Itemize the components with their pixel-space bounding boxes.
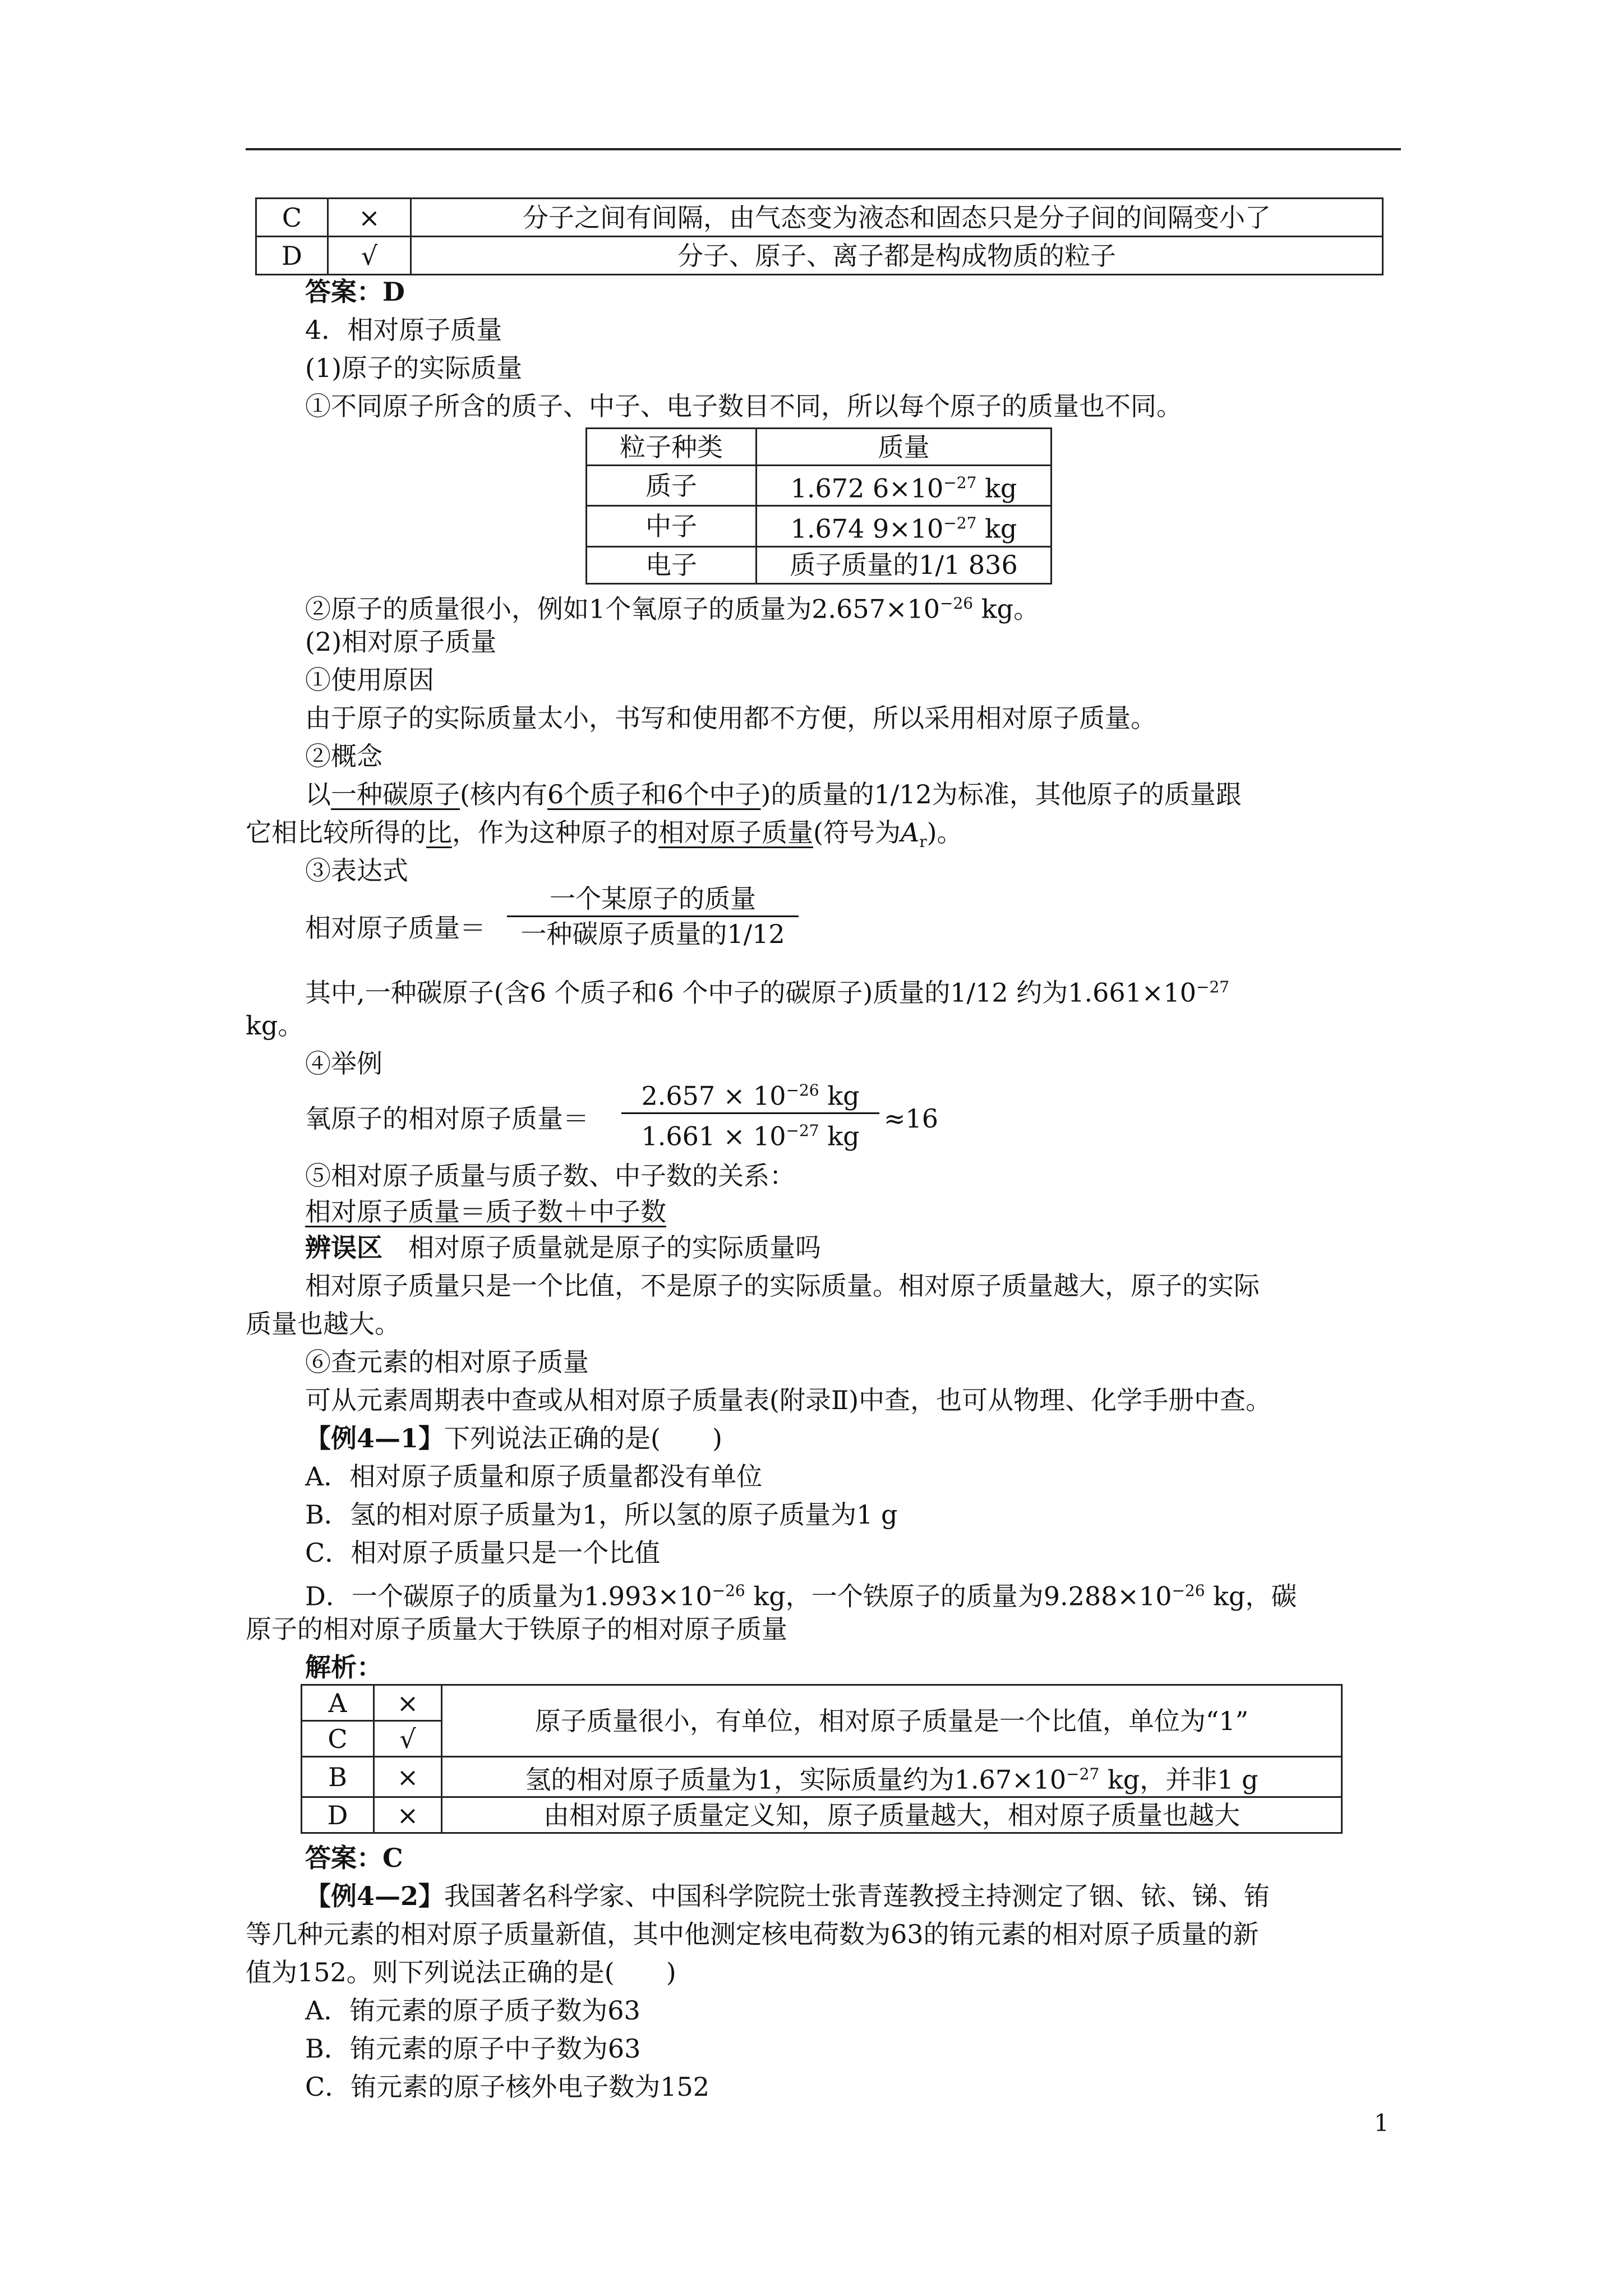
table-row	[302, 1797, 1342, 1833]
text: 2.657 × 10	[641, 1080, 786, 1111]
item-title: ⑤相对原子质量与质子数、中子数的关系：	[305, 1161, 795, 1191]
example-label: 【例4—1】	[305, 1423, 445, 1453]
column-header: 粒子种类	[587, 429, 757, 466]
mass-unit: kg	[976, 473, 1017, 504]
mark-cell: √	[374, 1721, 442, 1757]
example-question	[305, 1421, 722, 1455]
table-header-row	[587, 429, 1052, 466]
choice-item: B．氢的相对原子质量为1，所以氢的原子质量为1 g	[305, 1499, 898, 1530]
particle-name: 质子	[587, 466, 757, 506]
explanation-cell: 由相对原子质量定义知，原子质量越大，相对原子质量也越大	[442, 1797, 1342, 1833]
answer-line: 答案：C	[305, 1843, 403, 1873]
fraction-denominator: 一种碳原子质量的1/12	[520, 919, 785, 949]
option-cell: C	[302, 1721, 374, 1757]
text: kg	[819, 1080, 860, 1111]
table-row	[587, 466, 1052, 506]
table-row	[302, 1757, 1342, 1797]
underlined-term: 比	[426, 817, 452, 848]
text: 氢的相对原子质量为1，实际质量约为1.67×10	[525, 1764, 1067, 1795]
text: kg，一个铁原子的质量为9.288×10	[745, 1581, 1172, 1612]
text: 下列说法正确的是( )	[444, 1423, 722, 1453]
item-title: ③表达式	[305, 855, 408, 886]
text: kg。	[973, 593, 1040, 624]
choice-item: A．铕元素的原子质子数为63	[305, 1995, 640, 2026]
particle-name: 电子	[587, 546, 757, 583]
text: 1.661 × 10	[641, 1121, 786, 1152]
top-options-table	[255, 197, 1384, 275]
relation-formula: 相对原子质量＝质子数＋中子数	[305, 1197, 666, 1227]
exponent: −27	[1066, 1765, 1100, 1783]
exponent: −26	[786, 1081, 819, 1099]
explanation-cell: 分子、原子、离子都是构成物质的粒子	[411, 237, 1383, 275]
particle-mass: 质子质量的1/1 836	[757, 546, 1052, 583]
symbol-subscript: r	[919, 832, 927, 852]
option-cell: B	[302, 1757, 374, 1797]
definition-fraction	[507, 882, 799, 951]
underlined-term: 6个质子和6个中子	[547, 779, 761, 809]
example-label: 【例4—2】	[305, 1881, 445, 1911]
exponent: −26	[940, 594, 974, 613]
concept-line	[246, 816, 963, 859]
choice-item	[305, 1574, 1297, 1613]
paragraph: 值为152。则下列说法正确的是( )	[246, 1957, 676, 1987]
text: kg	[819, 1121, 860, 1152]
mistake-label: 辨误区	[305, 1232, 382, 1263]
text: (核内有	[460, 779, 547, 809]
explanation-cell	[442, 1757, 1342, 1797]
explanation-cell: 分子之间有间隔，由气态变为液态和固态只是分子间的间隔变小了	[411, 199, 1383, 237]
item-title: ⑥查元素的相对原子质量	[305, 1347, 589, 1377]
particle-mass	[757, 466, 1052, 506]
choice-item: C．相对原子质量只是一个比值	[305, 1538, 661, 1568]
text: 我国著名科学家、中国科学院院士张青莲教授主持测定了铟、铱、锑、铕	[444, 1881, 1270, 1911]
table-row	[587, 506, 1052, 546]
mass-exponent: −27	[943, 473, 977, 492]
example-fraction	[621, 1074, 879, 1153]
exponent: −27	[786, 1121, 819, 1140]
option-cell: C	[256, 199, 328, 237]
particle-name: 中子	[587, 506, 757, 546]
mark-cell: ×	[374, 1757, 442, 1797]
option-cell: D	[256, 237, 328, 275]
text: ②原子的质量很小，例如1个氧原子的质量为2.657×10	[305, 593, 940, 624]
choice-item: B．铕元素的原子中子数为63	[305, 2033, 641, 2064]
exponent: −26	[712, 1581, 745, 1600]
text: 相对原子质量就是原子的实际质量吗	[382, 1232, 821, 1263]
text: ，作为这种原子的	[452, 817, 658, 848]
choice-item: 原子的相对原子质量大于铁原子的相对原子质量	[246, 1614, 787, 1644]
fraction-denominator	[621, 1114, 879, 1153]
paragraph: kg。	[246, 1010, 304, 1041]
text: 其中,一种碳原子(含6 个质子和6 个中子的碳原子)质量的1/12 约为1.661×10	[305, 977, 1196, 1008]
option-cell: A	[302, 1685, 374, 1721]
fraction-numerator	[621, 1074, 879, 1112]
analysis-label: 解析：	[305, 1652, 382, 1682]
column-header: 质量	[757, 429, 1052, 466]
text: kg，碳	[1205, 1581, 1297, 1612]
header-rule	[246, 148, 1401, 150]
particle-mass	[757, 506, 1052, 546]
concept-line	[305, 777, 1242, 811]
exponent: −27	[1196, 978, 1230, 996]
table-row	[256, 199, 1383, 237]
exponent: −26	[1172, 1581, 1205, 1600]
formula-label: 氧原子的相对原子质量＝	[305, 1103, 589, 1134]
text: (符号为	[813, 817, 901, 848]
table-row	[256, 237, 1383, 275]
text: 以	[305, 779, 331, 809]
text: )的质量的1/12为标准，其他原子的质量跟	[760, 779, 1242, 809]
subsection-heading: (2)相对原子质量	[305, 627, 497, 657]
table-row	[302, 1685, 1342, 1721]
table-row	[587, 546, 1052, 583]
formula-label: 相对原子质量＝	[305, 913, 486, 943]
paragraph	[305, 970, 1229, 1009]
text: 它相比较所得的	[246, 817, 426, 848]
section-heading: 4．相对原子质量	[305, 315, 502, 345]
analysis-table	[301, 1684, 1343, 1834]
underlined-term: 一种碳原子	[331, 779, 460, 809]
page-number: 1	[1374, 2109, 1389, 2137]
paragraph: 相对原子质量只是一个比值，不是原子的实际质量。相对原子质量越大，原子的实际	[305, 1271, 1260, 1301]
mass-unit: kg	[976, 513, 1017, 544]
mistake-heading	[305, 1231, 821, 1264]
explanation-cell: 原子质量很小，有单位，相对原子质量是一个比值，单位为“1”	[442, 1685, 1342, 1757]
subsection-heading: (1)原子的实际质量	[305, 353, 523, 383]
choice-item: A．相对原子质量和原子质量都没有单位	[305, 1461, 763, 1492]
paragraph: 可从元素周期表中查或从相对原子质量表(附录Ⅱ)中查，也可从物理、化学手册中查。	[305, 1385, 1272, 1415]
paragraph: ①不同原子所含的质子、中子、电子数目不同，所以每个原子的质量也不同。	[305, 391, 1182, 421]
item-title: ④举例	[305, 1048, 382, 1079]
mass-value: 1.674 9×10	[790, 513, 944, 544]
choice-item: C．铕元素的原子核外电子数为152	[305, 2072, 709, 2102]
mass-value: 1.672 6×10	[790, 473, 944, 504]
paragraph	[305, 587, 1039, 625]
mark-cell: √	[328, 237, 411, 275]
fraction-numerator: 一个某原子的质量	[550, 884, 756, 914]
particle-mass-table	[585, 427, 1052, 585]
text: kg，并非1 g	[1099, 1764, 1258, 1795]
option-cell: D	[302, 1797, 374, 1833]
text: D．一个碳原子的质量为1.993×10	[305, 1581, 712, 1612]
answer-line: 答案：D	[305, 277, 405, 307]
symbol: A	[900, 817, 920, 848]
text: )。	[926, 817, 963, 848]
item-title: ②概念	[305, 741, 382, 771]
mark-cell: ×	[374, 1797, 442, 1833]
paragraph: 等几种元素的相对原子质量新值，其中他测定核电荷数为63的铕元素的相对原子质量的新	[246, 1919, 1259, 1949]
paragraph: 由于原子的实际质量太小，书写和使用都不方便，所以采用相对原子质量。	[305, 703, 1156, 733]
mass-exponent: −27	[943, 514, 977, 533]
paragraph: 质量也越大。	[246, 1309, 400, 1339]
formula-result: ≈16	[884, 1103, 939, 1134]
mark-cell: ×	[374, 1685, 442, 1721]
underlined-term: 相对原子质量	[658, 817, 813, 848]
example-question	[305, 1879, 1270, 1913]
mark-cell: ×	[328, 199, 411, 237]
item-title: ①使用原因	[305, 665, 434, 695]
